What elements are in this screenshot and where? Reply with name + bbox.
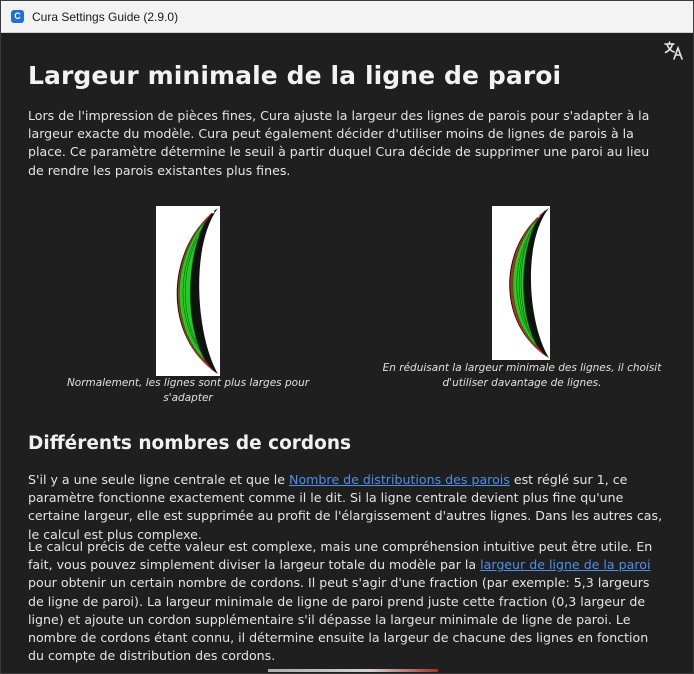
wall-line-width-link[interactable]: largeur de ligne de la paroi [480, 557, 651, 573]
paragraph-single-center-line [28, 471, 668, 544]
article-content [1, 33, 693, 673]
section-title: Différents nombres de cordons [28, 433, 352, 454]
title-bar[interactable] [1, 1, 693, 33]
paragraph-text: S'il y a une seule ligne centrale et que le [28, 472, 290, 487]
paragraph-text: est réglé sur 1, ce paramètre fonctionne exactement comme il le dit. Si la ligne centrale devient plus fine qu'une certaine largeur, elle est supprimée au profit de l'élargissement d'autres lignes. Dans les autres cas, le calcul est plus complexe. [28, 472, 663, 542]
figure-more-lines [492, 206, 550, 360]
paragraph-text: pour obtenir un certain nombre de cordons. Il peut s'agir d'une fraction (par exemple: 5,3 largeurs de ligne de paroi). La largeur minimale de ligne de paroi prend juste cette fraction (0,3 largeur de ligne) et ajoute un cordon supplémentaire s'il dépasse la largeur minimale de ligne de paroi. Le nombre de cordons étant connu, il détermine ensuite la largeur de chacune des lignes en fonction du compte de distribution des cordons. [28, 575, 650, 664]
cura-app-icon [11, 10, 24, 23]
intro-paragraph: Lors de l'impression de pièces fines, Cura ajuste la largeur des lignes de parois pour s'adapter à la largeur exacte du modèle. Cura peut également décider d'utiliser moins de lignes de parois à la place. Ce paramètre détermine le seuil à partir duquel Cura décide de supprimer une paroi au lieu de rendre les parois existantes plus fines. [28, 108, 650, 178]
paragraph-calculation [28, 538, 668, 665]
page-title: Largeur minimale de la ligne de paroi [28, 61, 562, 90]
figure-1-caption: Normalement, les lignes sont plus larges pour s'adapter [66, 377, 310, 404]
next-figure-edge [268, 669, 438, 672]
figure-wide-lines [156, 206, 220, 376]
figure-2-caption: En réduisant la largeur minimale des lignes, il choisit d'utiliser davantage de lignes. [382, 362, 662, 389]
paragraph-text: Le calcul précis de cette valeur est complexe, mais une compréhension intuitive peut être utile. En fait, vous pouvez simplement diviser la largeur totale du modèle par la [28, 539, 653, 573]
window-title: Cura Settings Guide (2.9.0) [32, 9, 179, 24]
wall-distribution-count-link[interactable]: Nombre de distributions des parois [289, 472, 510, 487]
translate-icon[interactable] [663, 39, 685, 61]
app-icon-letter: C [14, 11, 21, 21]
